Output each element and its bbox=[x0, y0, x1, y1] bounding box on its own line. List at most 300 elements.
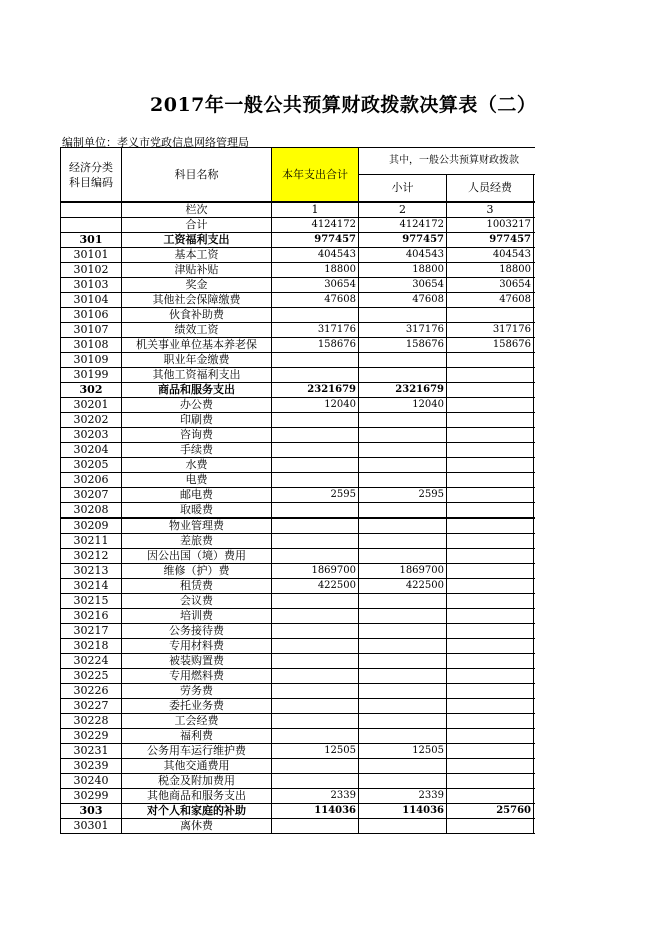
row-name: 公务接待费 bbox=[122, 624, 272, 639]
table-row bbox=[61, 293, 536, 308]
row-code: 30104 bbox=[61, 293, 122, 308]
table-row bbox=[61, 549, 536, 564]
row-total bbox=[272, 774, 359, 789]
row-personnel bbox=[447, 534, 534, 549]
row-code: 30216 bbox=[61, 609, 122, 624]
row-total bbox=[272, 549, 359, 564]
row-personnel: 30654 bbox=[447, 278, 534, 293]
row-blank bbox=[534, 518, 536, 534]
budget-table bbox=[60, 147, 535, 834]
row-blank bbox=[534, 413, 536, 428]
row-name: 手续费 bbox=[122, 443, 272, 458]
row-total bbox=[272, 413, 359, 428]
row-blank bbox=[534, 398, 536, 413]
heji-subtotal: 4124172 bbox=[359, 218, 447, 233]
row-subtotal bbox=[359, 549, 447, 564]
row-total bbox=[272, 518, 359, 534]
table-row bbox=[61, 338, 536, 353]
table-row bbox=[61, 804, 536, 819]
row-blank bbox=[534, 774, 536, 789]
row-name: 公务用车运行维护费 bbox=[122, 744, 272, 759]
header-personnel: 人员经费 bbox=[447, 175, 534, 203]
table-row bbox=[61, 594, 536, 609]
row-subtotal bbox=[359, 714, 447, 729]
row-total bbox=[272, 759, 359, 774]
row-name: 差旅费 bbox=[122, 534, 272, 549]
row-personnel bbox=[447, 579, 534, 594]
row-total bbox=[272, 669, 359, 684]
row-name: 劳务费 bbox=[122, 684, 272, 699]
row-personnel bbox=[447, 443, 534, 458]
row-blank bbox=[534, 639, 536, 654]
row-subtotal bbox=[359, 443, 447, 458]
row-blank bbox=[534, 654, 536, 669]
header-blank bbox=[534, 175, 536, 203]
table-row bbox=[61, 744, 536, 759]
row-blank bbox=[534, 804, 536, 819]
row-code: 303 bbox=[61, 804, 122, 819]
row-subtotal bbox=[359, 503, 447, 519]
row-blank bbox=[534, 759, 536, 774]
row-code: 30204 bbox=[61, 443, 122, 458]
table-row bbox=[61, 488, 536, 503]
row-personnel bbox=[447, 609, 534, 624]
row-subtotal: 2321679 bbox=[359, 383, 447, 398]
row-name: 租赁费 bbox=[122, 579, 272, 594]
table-row bbox=[61, 684, 536, 699]
row-name: 印刷费 bbox=[122, 413, 272, 428]
col-index-3: 3 bbox=[447, 202, 534, 218]
row-name: 离休费 bbox=[122, 819, 272, 834]
row-code: 30239 bbox=[61, 759, 122, 774]
row-subtotal bbox=[359, 473, 447, 488]
row-blank bbox=[534, 684, 536, 699]
row-total: 158676 bbox=[272, 338, 359, 353]
row-code: 30228 bbox=[61, 714, 122, 729]
row-personnel bbox=[447, 744, 534, 759]
table-row bbox=[61, 564, 536, 579]
row-subtotal: 12505 bbox=[359, 744, 447, 759]
table-row bbox=[61, 368, 536, 383]
row-personnel bbox=[447, 654, 534, 669]
row-total: 12505 bbox=[272, 744, 359, 759]
row-total bbox=[272, 684, 359, 699]
row-personnel: 47608 bbox=[447, 293, 534, 308]
header-group: 其中，一般公共预算财政拨款 bbox=[359, 148, 536, 175]
row-code: 30205 bbox=[61, 458, 122, 473]
row-code: 30199 bbox=[61, 368, 122, 383]
row-personnel bbox=[447, 473, 534, 488]
row-total bbox=[272, 308, 359, 323]
row-personnel bbox=[447, 729, 534, 744]
row-personnel bbox=[447, 819, 534, 834]
header-name: 科目名称 bbox=[122, 148, 272, 203]
table-row bbox=[61, 729, 536, 744]
lanci-blank bbox=[534, 202, 536, 218]
row-blank bbox=[534, 819, 536, 834]
row-subtotal: 18800 bbox=[359, 263, 447, 278]
row-personnel bbox=[447, 549, 534, 564]
row-subtotal bbox=[359, 774, 447, 789]
heji-blank bbox=[534, 218, 536, 233]
row-subtotal bbox=[359, 518, 447, 534]
table-row bbox=[61, 714, 536, 729]
table-row bbox=[61, 789, 536, 804]
row-total bbox=[272, 534, 359, 549]
table-row bbox=[61, 669, 536, 684]
row-code: 30106 bbox=[61, 308, 122, 323]
row-personnel bbox=[447, 789, 534, 804]
row-code: 30102 bbox=[61, 263, 122, 278]
row-blank bbox=[534, 233, 536, 248]
row-subtotal: 2339 bbox=[359, 789, 447, 804]
row-subtotal bbox=[359, 639, 447, 654]
row-blank bbox=[534, 278, 536, 293]
row-blank bbox=[534, 594, 536, 609]
row-name: 电费 bbox=[122, 473, 272, 488]
table-row bbox=[61, 699, 536, 714]
row-name: 职业年金缴费 bbox=[122, 353, 272, 368]
row-subtotal bbox=[359, 669, 447, 684]
row-blank bbox=[534, 789, 536, 804]
row-personnel bbox=[447, 564, 534, 579]
row-personnel: 977457 bbox=[447, 233, 534, 248]
row-personnel bbox=[447, 684, 534, 699]
row-subtotal bbox=[359, 759, 447, 774]
row-personnel: 25760 bbox=[447, 804, 534, 819]
row-total bbox=[272, 368, 359, 383]
row-total bbox=[272, 654, 359, 669]
row-blank bbox=[534, 714, 536, 729]
table-row bbox=[61, 579, 536, 594]
row-blank bbox=[534, 503, 536, 519]
table-row bbox=[61, 233, 536, 248]
row-total bbox=[272, 594, 359, 609]
row-total bbox=[272, 458, 359, 473]
row-blank bbox=[534, 368, 536, 383]
row-total: 18800 bbox=[272, 263, 359, 278]
row-personnel bbox=[447, 308, 534, 323]
row-personnel bbox=[447, 624, 534, 639]
row-name: 维修（护）费 bbox=[122, 564, 272, 579]
row-personnel bbox=[447, 518, 534, 534]
row-code: 30215 bbox=[61, 594, 122, 609]
row-code: 30201 bbox=[61, 398, 122, 413]
row-code: 30225 bbox=[61, 669, 122, 684]
row-code: 30240 bbox=[61, 774, 122, 789]
row-subtotal: 47608 bbox=[359, 293, 447, 308]
row-total: 422500 bbox=[272, 579, 359, 594]
table-row bbox=[61, 473, 536, 488]
row-total: 30654 bbox=[272, 278, 359, 293]
row-total bbox=[272, 714, 359, 729]
table-row bbox=[61, 819, 536, 834]
row-code: 30214 bbox=[61, 579, 122, 594]
table-row bbox=[61, 278, 536, 293]
row-code: 30203 bbox=[61, 428, 122, 443]
row-code: 30208 bbox=[61, 503, 122, 519]
row-name: 津贴补贴 bbox=[122, 263, 272, 278]
row-total: 317176 bbox=[272, 323, 359, 338]
row-personnel: 317176 bbox=[447, 323, 534, 338]
row-blank bbox=[534, 338, 536, 353]
heji-total: 4124172 bbox=[272, 218, 359, 233]
row-personnel bbox=[447, 759, 534, 774]
row-subtotal: 422500 bbox=[359, 579, 447, 594]
row-total: 1869700 bbox=[272, 564, 359, 579]
row-name: 培训费 bbox=[122, 609, 272, 624]
table-row bbox=[61, 654, 536, 669]
row-blank bbox=[534, 383, 536, 398]
row-code: 30108 bbox=[61, 338, 122, 353]
row-subtotal: 1869700 bbox=[359, 564, 447, 579]
row-code: 30213 bbox=[61, 564, 122, 579]
row-subtotal bbox=[359, 729, 447, 744]
row-personnel bbox=[447, 639, 534, 654]
row-name: 其他社会保障缴费 bbox=[122, 293, 272, 308]
row-total bbox=[272, 473, 359, 488]
row-code: 30107 bbox=[61, 323, 122, 338]
table-row bbox=[61, 443, 536, 458]
row-total bbox=[272, 503, 359, 519]
row-total: 47608 bbox=[272, 293, 359, 308]
row-subtotal: 12040 bbox=[359, 398, 447, 413]
row-total: 2339 bbox=[272, 789, 359, 804]
heji-label: 合计 bbox=[122, 218, 272, 233]
row-blank bbox=[534, 744, 536, 759]
row-total: 404543 bbox=[272, 248, 359, 263]
table-row bbox=[61, 263, 536, 278]
row-blank bbox=[534, 624, 536, 639]
row-name: 其他商品和服务支出 bbox=[122, 789, 272, 804]
row-total bbox=[272, 624, 359, 639]
row-subtotal bbox=[359, 413, 447, 428]
row-name: 其他工资福利支出 bbox=[122, 368, 272, 383]
table-row bbox=[61, 518, 536, 534]
row-blank bbox=[534, 669, 536, 684]
row-name: 工资福利支出 bbox=[122, 233, 272, 248]
row-name: 咨询费 bbox=[122, 428, 272, 443]
table-row bbox=[61, 323, 536, 338]
row-name: 工会经费 bbox=[122, 714, 272, 729]
row-code: 301 bbox=[61, 233, 122, 248]
row-blank bbox=[534, 549, 536, 564]
row-name: 专用燃料费 bbox=[122, 669, 272, 684]
row-personnel bbox=[447, 428, 534, 443]
row-personnel: 158676 bbox=[447, 338, 534, 353]
row-code: 30217 bbox=[61, 624, 122, 639]
heji-personnel: 1003217 bbox=[447, 218, 534, 233]
row-blank bbox=[534, 293, 536, 308]
row-name: 物业管理费 bbox=[122, 518, 272, 534]
row-total: 977457 bbox=[272, 233, 359, 248]
row-subtotal bbox=[359, 308, 447, 323]
header-code: 经济分类 科目编码 bbox=[61, 148, 122, 203]
row-blank bbox=[534, 488, 536, 503]
row-subtotal: 114036 bbox=[359, 804, 447, 819]
row-name: 机关事业单位基本养老保 bbox=[122, 338, 272, 353]
table-row bbox=[61, 383, 536, 398]
table-row bbox=[61, 639, 536, 654]
col-index-1: 1 bbox=[272, 202, 359, 218]
row-subtotal bbox=[359, 699, 447, 714]
row-blank bbox=[534, 699, 536, 714]
row-name: 税金及附加费用 bbox=[122, 774, 272, 789]
heji-code bbox=[61, 218, 122, 233]
spreadsheet bbox=[60, 147, 535, 847]
row-subtotal bbox=[359, 534, 447, 549]
row-personnel bbox=[447, 503, 534, 519]
row-name: 伙食补助费 bbox=[122, 308, 272, 323]
table-row bbox=[61, 458, 536, 473]
row-code: 30224 bbox=[61, 654, 122, 669]
header-subtotal: 小计 bbox=[359, 175, 447, 203]
table-row bbox=[61, 609, 536, 624]
row-name: 取暖费 bbox=[122, 503, 272, 519]
row-code: 30212 bbox=[61, 549, 122, 564]
row-total bbox=[272, 443, 359, 458]
row-name: 其他交通费用 bbox=[122, 759, 272, 774]
table-row bbox=[61, 308, 536, 323]
row-code: 30103 bbox=[61, 278, 122, 293]
row-subtotal bbox=[359, 594, 447, 609]
table-row bbox=[61, 248, 536, 263]
table-row bbox=[61, 428, 536, 443]
row-personnel bbox=[447, 413, 534, 428]
row-name: 福利费 bbox=[122, 729, 272, 744]
row-subtotal bbox=[359, 654, 447, 669]
row-code: 30231 bbox=[61, 744, 122, 759]
lanci-label: 栏次 bbox=[122, 202, 272, 218]
row-total bbox=[272, 819, 359, 834]
row-name: 水费 bbox=[122, 458, 272, 473]
table-row bbox=[61, 759, 536, 774]
header-total: 本年支出合计 bbox=[272, 148, 359, 203]
row-blank bbox=[534, 579, 536, 594]
row-code: 30218 bbox=[61, 639, 122, 654]
row-code: 30229 bbox=[61, 729, 122, 744]
row-total: 114036 bbox=[272, 804, 359, 819]
row-code: 30299 bbox=[61, 789, 122, 804]
row-personnel bbox=[447, 383, 534, 398]
row-blank bbox=[534, 443, 536, 458]
row-blank bbox=[534, 323, 536, 338]
row-code: 30207 bbox=[61, 488, 122, 503]
col-index-2: 2 bbox=[359, 202, 447, 218]
row-subtotal bbox=[359, 624, 447, 639]
row-name: 邮电费 bbox=[122, 488, 272, 503]
row-subtotal bbox=[359, 368, 447, 383]
row-subtotal bbox=[359, 458, 447, 473]
row-subtotal bbox=[359, 684, 447, 699]
row-subtotal bbox=[359, 353, 447, 368]
row-blank bbox=[534, 248, 536, 263]
row-subtotal: 30654 bbox=[359, 278, 447, 293]
row-total bbox=[272, 609, 359, 624]
row-personnel bbox=[447, 774, 534, 789]
row-subtotal: 977457 bbox=[359, 233, 447, 248]
table-row bbox=[61, 624, 536, 639]
row-total: 2595 bbox=[272, 488, 359, 503]
row-total bbox=[272, 428, 359, 443]
row-blank bbox=[534, 458, 536, 473]
row-blank bbox=[534, 428, 536, 443]
row-code: 30101 bbox=[61, 248, 122, 263]
row-name: 委托业务费 bbox=[122, 699, 272, 714]
row-code: 30227 bbox=[61, 699, 122, 714]
row-subtotal: 2595 bbox=[359, 488, 447, 503]
row-code: 30206 bbox=[61, 473, 122, 488]
row-blank bbox=[534, 729, 536, 744]
row-name: 基本工资 bbox=[122, 248, 272, 263]
row-name: 对个人和家庭的补助 bbox=[122, 804, 272, 819]
row-total bbox=[272, 699, 359, 714]
row-name: 被装购置费 bbox=[122, 654, 272, 669]
row-code: 30301 bbox=[61, 819, 122, 834]
lanci-code bbox=[61, 202, 122, 218]
row-personnel bbox=[447, 398, 534, 413]
row-blank bbox=[534, 263, 536, 278]
row-blank bbox=[534, 609, 536, 624]
row-total bbox=[272, 729, 359, 744]
row-personnel bbox=[447, 699, 534, 714]
row-name: 会议费 bbox=[122, 594, 272, 609]
row-name: 奖金 bbox=[122, 278, 272, 293]
row-personnel bbox=[447, 488, 534, 503]
row-blank bbox=[534, 353, 536, 368]
table-row bbox=[61, 503, 536, 519]
row-name: 办公费 bbox=[122, 398, 272, 413]
table-row bbox=[61, 534, 536, 549]
row-total bbox=[272, 353, 359, 368]
row-code: 30226 bbox=[61, 684, 122, 699]
row-code: 30209 bbox=[61, 518, 122, 534]
row-blank bbox=[534, 308, 536, 323]
row-name: 商品和服务支出 bbox=[122, 383, 272, 398]
row-name: 因公出国（境）费用 bbox=[122, 549, 272, 564]
row-code: 30202 bbox=[61, 413, 122, 428]
table-row bbox=[61, 413, 536, 428]
row-personnel bbox=[447, 669, 534, 684]
row-name: 绩效工资 bbox=[122, 323, 272, 338]
row-personnel bbox=[447, 458, 534, 473]
table-row bbox=[61, 353, 536, 368]
row-personnel bbox=[447, 368, 534, 383]
row-personnel: 18800 bbox=[447, 263, 534, 278]
row-code: 302 bbox=[61, 383, 122, 398]
table-row bbox=[61, 774, 536, 789]
row-blank bbox=[534, 534, 536, 549]
row-subtotal bbox=[359, 609, 447, 624]
row-personnel: 404543 bbox=[447, 248, 534, 263]
row-blank bbox=[534, 564, 536, 579]
row-code: 30211 bbox=[61, 534, 122, 549]
row-total bbox=[272, 639, 359, 654]
table-row bbox=[61, 398, 536, 413]
unit-label: 编制单位：孝义市党政信息网络管理局 bbox=[62, 136, 249, 149]
row-subtotal bbox=[359, 428, 447, 443]
row-subtotal: 404543 bbox=[359, 248, 447, 263]
row-blank bbox=[534, 473, 536, 488]
row-subtotal: 317176 bbox=[359, 323, 447, 338]
row-total: 12040 bbox=[272, 398, 359, 413]
row-personnel bbox=[447, 714, 534, 729]
row-subtotal: 158676 bbox=[359, 338, 447, 353]
page-title: 2017年一般公共预算财政拨款决算表（二） bbox=[150, 94, 537, 116]
row-personnel bbox=[447, 353, 534, 368]
row-total: 2321679 bbox=[272, 383, 359, 398]
row-subtotal bbox=[359, 819, 447, 834]
